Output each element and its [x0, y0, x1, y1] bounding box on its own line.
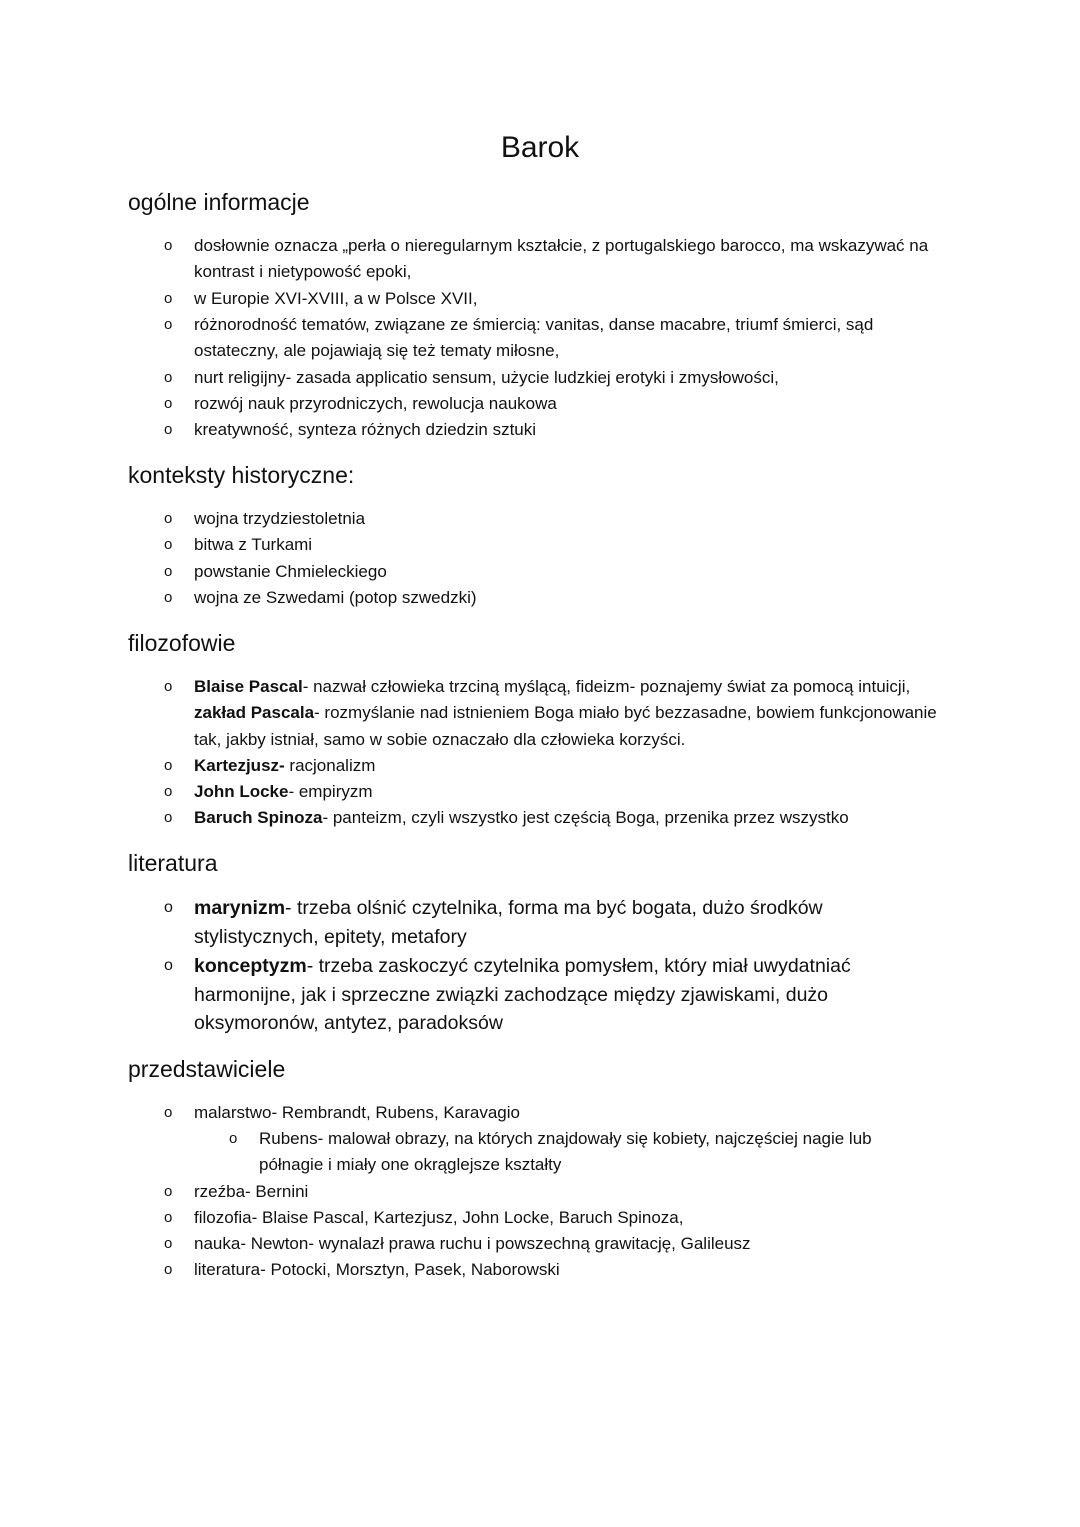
list-item: o wojna trzydziestoletnia [194, 506, 974, 532]
list-item: o różnorodność tematów, związane ze śmiercią: vanitas, danse macabre, triumf śmierci, sąd ostateczny, ale pojawiają się też tematy miłosne, [194, 312, 934, 365]
bullet-icon: o [164, 1209, 173, 1226]
bullet-icon: o [164, 678, 173, 695]
bullet-icon: o [164, 536, 173, 553]
bullet-icon: o [164, 1261, 173, 1278]
list-item: o literatura- Potocki, Morsztyn, Pasek, Naborowski [194, 1257, 974, 1283]
list-item: o rozwój nauk przyrodniczych, rewolucja naukowa [194, 391, 974, 417]
bullet-icon: o [164, 237, 173, 254]
list-item: o nauka- Newton- wynalazł prawa ruchu i powszechną grawitację, Galileusz [194, 1231, 974, 1257]
bullet-icon: o [164, 369, 173, 386]
list-item: o wojna ze Szwedami (potop szwedzki) [194, 585, 974, 611]
list-item: o malarstwo- Rembrandt, Rubens, Karavagio [194, 1100, 974, 1126]
section-heading-historical-context: konteksty historyczne: [128, 462, 355, 488]
section-heading-representatives: przedstawiciele [128, 1056, 286, 1082]
bullet-icon: o [164, 899, 173, 916]
list-item: o Blaise Pascal- nazwał człowieka trzciną myślącą, fideizm- poznajemy świat za pomocą intuicji, zakład Pascala- rozmyślanie nad istnieniem Boga miało być bezzasadne, bowiem funkcjonowanie tak, jakby istniał, samo w sobie oznaczało dla człowieka korzyści. [194, 674, 964, 753]
list-item: o nurt religijny- zasada applicatio sensum, użycie ludzkiej erotyki i zmysłowości, [194, 365, 974, 391]
section-heading-philosophers: filozofowie [128, 630, 236, 656]
bullet-icon: o [164, 809, 173, 826]
list-item: o bitwa z Turkami [194, 532, 974, 558]
list-item: o marynizm- trzeba olśnić czytelnika, forma ma być bogata, dużo środków stylistycznych, epitety, metafory [194, 894, 844, 951]
bullet-icon: o [164, 783, 173, 800]
list-sub-item: o Rubens- malował obrazy, na których znajdowały się kobiety, najczęściej nagie lub półnagie i miały one okrąglejsze kształty [259, 1126, 939, 1179]
bullet-icon: o [164, 957, 173, 974]
bullet-icon: o [164, 1235, 173, 1252]
list-item: o kreatywność, synteza różnych dziedzin sztuki [194, 417, 974, 443]
page-title: Barok [500, 131, 580, 164]
list-item: o konceptyzm- trzeba zaskoczyć czytelnika pomysłem, który miał uwydatniać harmonijne, jak i sprzeczne związki zachodzące między zjawiskami, dużo oksymoronów, antytez, paradoksów [194, 952, 874, 1038]
bullet-icon: o [164, 421, 173, 438]
bullet-icon: o [164, 290, 173, 307]
bullet-icon: o [164, 1183, 173, 1200]
bullet-icon: o [164, 316, 173, 333]
list-item: o dosłownie oznacza „perła o nieregularnym kształcie, z portugalskiego barocco, ma wskazywać na kontrast i nietypowość epoki, [194, 233, 974, 286]
list-item: o rzeźba- Bernini [194, 1179, 974, 1205]
bullet-icon: o [229, 1130, 238, 1147]
bullet-icon: o [164, 589, 173, 606]
list-item: o Kartezjusz- racjonalizm [194, 753, 974, 779]
bullet-icon: o [164, 757, 173, 774]
list-item: o powstanie Chmieleckiego [194, 559, 974, 585]
section-heading-general: ogólne informacje [128, 189, 310, 215]
list-item: o Baruch Spinoza- panteizm, czyli wszystko jest częścią Boga, przenika przez wszystko [194, 805, 974, 831]
bullet-icon: o [164, 510, 173, 527]
bullet-icon: o [164, 563, 173, 580]
bullet-icon: o [164, 1104, 173, 1121]
section-heading-literature: literatura [128, 850, 218, 876]
list-item: o filozofia- Blaise Pascal, Kartezjusz, John Locke, Baruch Spinoza, [194, 1205, 974, 1231]
bullet-icon: o [164, 395, 173, 412]
list-item: o w Europie XVI-XVIII, a w Polsce XVII, [194, 286, 974, 312]
list-item: o John Locke- empiryzm [194, 779, 974, 805]
